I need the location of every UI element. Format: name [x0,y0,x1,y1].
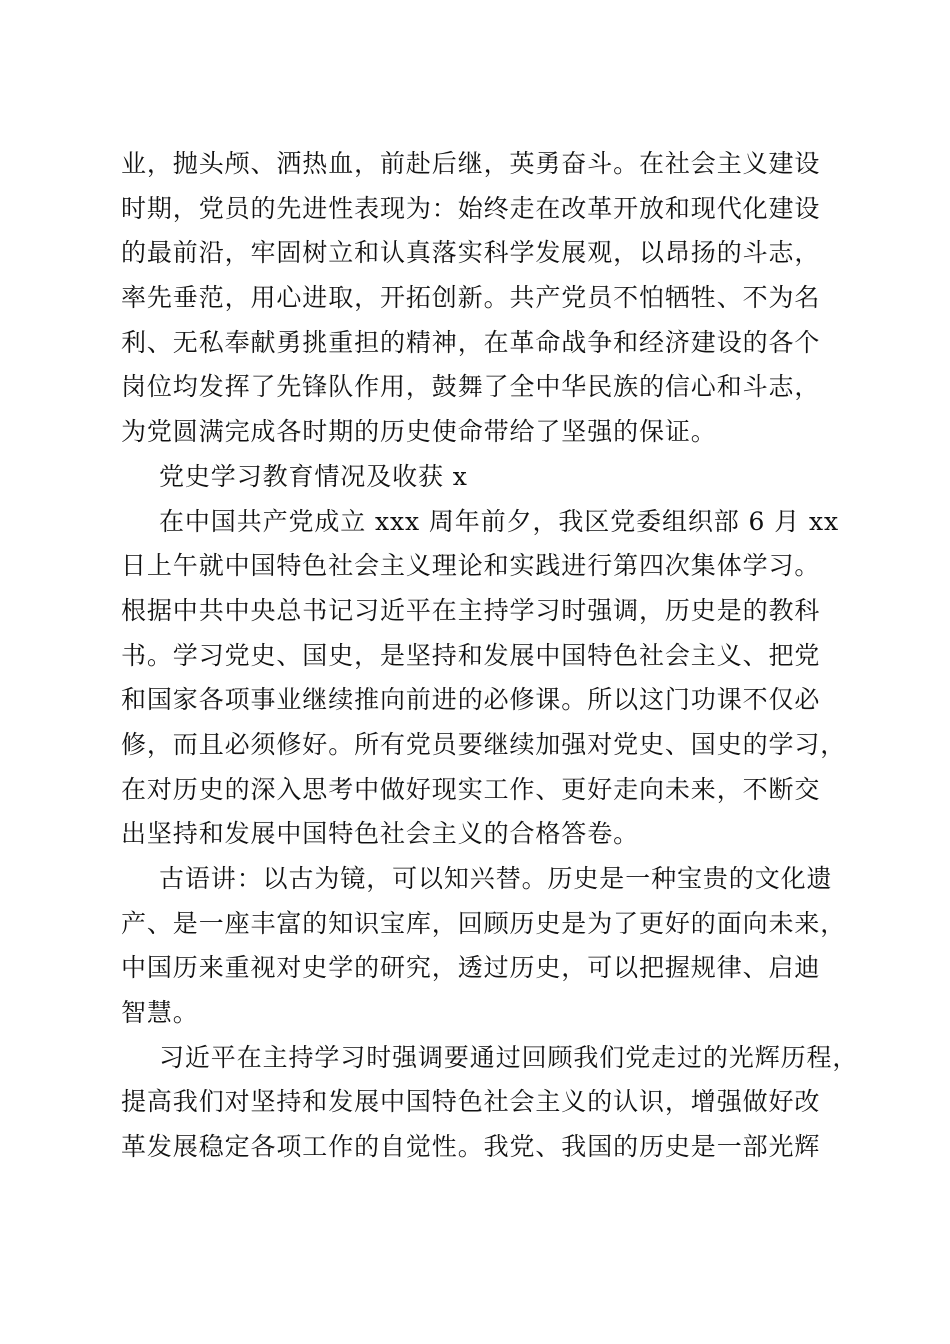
text-line: 岗位均发挥了先锋队作用，鼓舞了全中华民族的信心和斗志， [121,372,821,402]
text-line: 书。学习党史、国史，是坚持和发展中国特色社会主义、把党 [121,640,821,670]
text-line: 革发展稳定各项工作的自觉性。我党、我国的历史是一部光辉 [121,1132,821,1162]
text-line: 出坚持和发展中国特色社会主义的合格答卷。 [121,819,640,849]
text-line: 根据中共中央总书记习近平在主持学习时强调，历史是的教科 [121,595,821,625]
heading-text: 党史学习教育情况及收获 x [159,461,468,491]
text-line: 古语讲：以古为镜，可以知兴替。历史是一种宝贵的文化遗 [159,864,833,893]
text-line: 中国历来重视对史学的研究，透过历史，可以把握规律、启迪 [121,953,821,983]
text-line: 习近平在主持学习时强调要通过回顾我们党走过的光辉历程， [159,1042,859,1072]
text-line: 产、是一座丰富的知识宝库，回顾历史是为了更好的面向未来， [121,908,847,938]
text-line: 业，抛头颅、洒热血，前赴后继，英勇奋斗。在社会主义建设 [121,149,821,178]
text-line: 为党圆满完成各时期的历史使命带给了坚强的保证。 [121,417,717,447]
paragraph-advanced-nature [121,142,833,455]
text-line: 的最前沿，牢固树立和认真落实科学发展观，以昂扬的斗志， [121,238,821,268]
text-line: 时期，党员的先进性表现为：始终走在改革开放和现代化建设 [121,193,821,223]
paragraph-ancient-saying [121,857,847,1036]
text-line: 在对历史的深入思考中做好现实工作、更好走向未来，不断交 [121,774,821,804]
section-heading [121,455,833,500]
text-line: 日上午就中国特色社会主义理论和实践进行第四次集体学习。 [121,551,821,581]
text-line: 修，而且必须修好。所有党员要继续加强对党史、国史的学习， [121,729,847,759]
document-body [121,142,859,1170]
text-line: 率先垂范，用心进取，开拓创新。共产党员不怕牺牲、不为名 [121,283,821,313]
paragraph-group-study [121,500,847,858]
text-line: 利、无私奉献勇挑重担的精神，在革命战争和经济建设的各个 [121,327,821,357]
paragraph-glorious-history [121,1036,859,1170]
text-line: 提高我们对坚持和发展中国特色社会主义的认识，增强做好改 [121,1087,821,1117]
text-line: 和国家各项事业继续推向前进的必修课。所以这门功课不仅必 [121,685,821,715]
text-line: 智慧。 [121,998,199,1028]
text-line: 在中国共产党成立 xxx 周年前夕，我区党委组织部 6 月 xx [159,506,839,536]
